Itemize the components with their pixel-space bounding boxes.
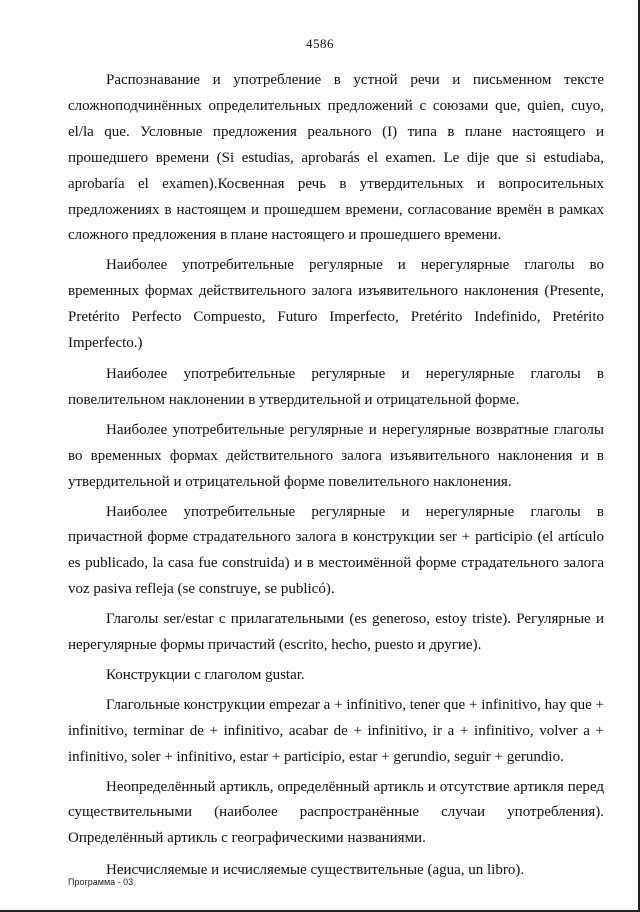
paragraph-passive-voice: Наиболее употребительные регулярные и нерегулярные глаголы в причастной форме страдательного залога в конструкции ser + participio (el artículo es publicado, la casa fue construida) и в местоимённой форме страдательного залога voz pasiva refleja (se construye, se publicó). [68,503,604,598]
body-text [68,68,604,884]
paragraph-indicative-tenses: Наиболее употребительные регулярные и нерегулярные глаголы во временных формах действительного залога изъявительного наклонения (Presente, Pretérito Perfecto Compuesto, Futuro Imperfecto, Pretérito Indefinido, Pretérito Imperfecto.) [68,257,604,352]
paragraph-ser-estar: Глаголы ser/estar с прилагательными (es generoso, estoy triste). Регулярные и нерегулярные формы причастий (escrito, hecho, puesto и другие). [68,611,604,654]
paragraph-relative-clauses: Распознавание и употребление в устной речи и письменном тексте сложноподчинённых определительных предложений с союзами que, quien, cuyo, el/la que. Условные предложения реального (I) типа в плане настоящего и прошедшего времени (Si estudias, aprobarás el examen. Le dije que si estudiaba, aprobaría el examen).Косвенная речь в утвердительных и вопросительных предложениях в настоящем и прошедшем времени, согласование времён в рамках сложного предложения в плане настоящего и прошедшего времени. [68,72,604,244]
paragraph-articles: Неопределённый артикль, определённый артикль и отсутствие артикля перед существительными (наиболее распространённые случаи употребления). Определённый артикль с географическими названиями. [68,778,604,847]
paragraph-reflexive-verbs: Наиболее употребительные регулярные и нерегулярные возвратные глаголы во временных формах действительного залога изъявительного наклонения и в утвердительной и отрицательной форме повелительного наклонения. [68,421,604,490]
page-number: 4586 [306,36,334,51]
paragraph-verb-constructions: Глагольные конструкции empezar a + infinitivo, tener que + infinitivo, hay que + infinitivo, terminar de + infinitivo, acabar de + infinitivo, ir a + infinitivo, volver a + infinitivo, soler + infinitivo, estar + participio, estar + gerundio, seguir + gerundio. [68,696,604,765]
paragraph-gustar: Конструкции с глаголом gustar. [106,666,305,683]
paragraph-imperative: Наиболее употребительные регулярные и нерегулярные глаголы в повелительном наклонении в утвердительной и отрицательной форме. [68,365,604,408]
paragraph-countable-nouns: Неисчисляемые и исчисляемые существительные (agua, un libro). [106,862,525,879]
footer-label: Программа - 03 [68,877,134,887]
